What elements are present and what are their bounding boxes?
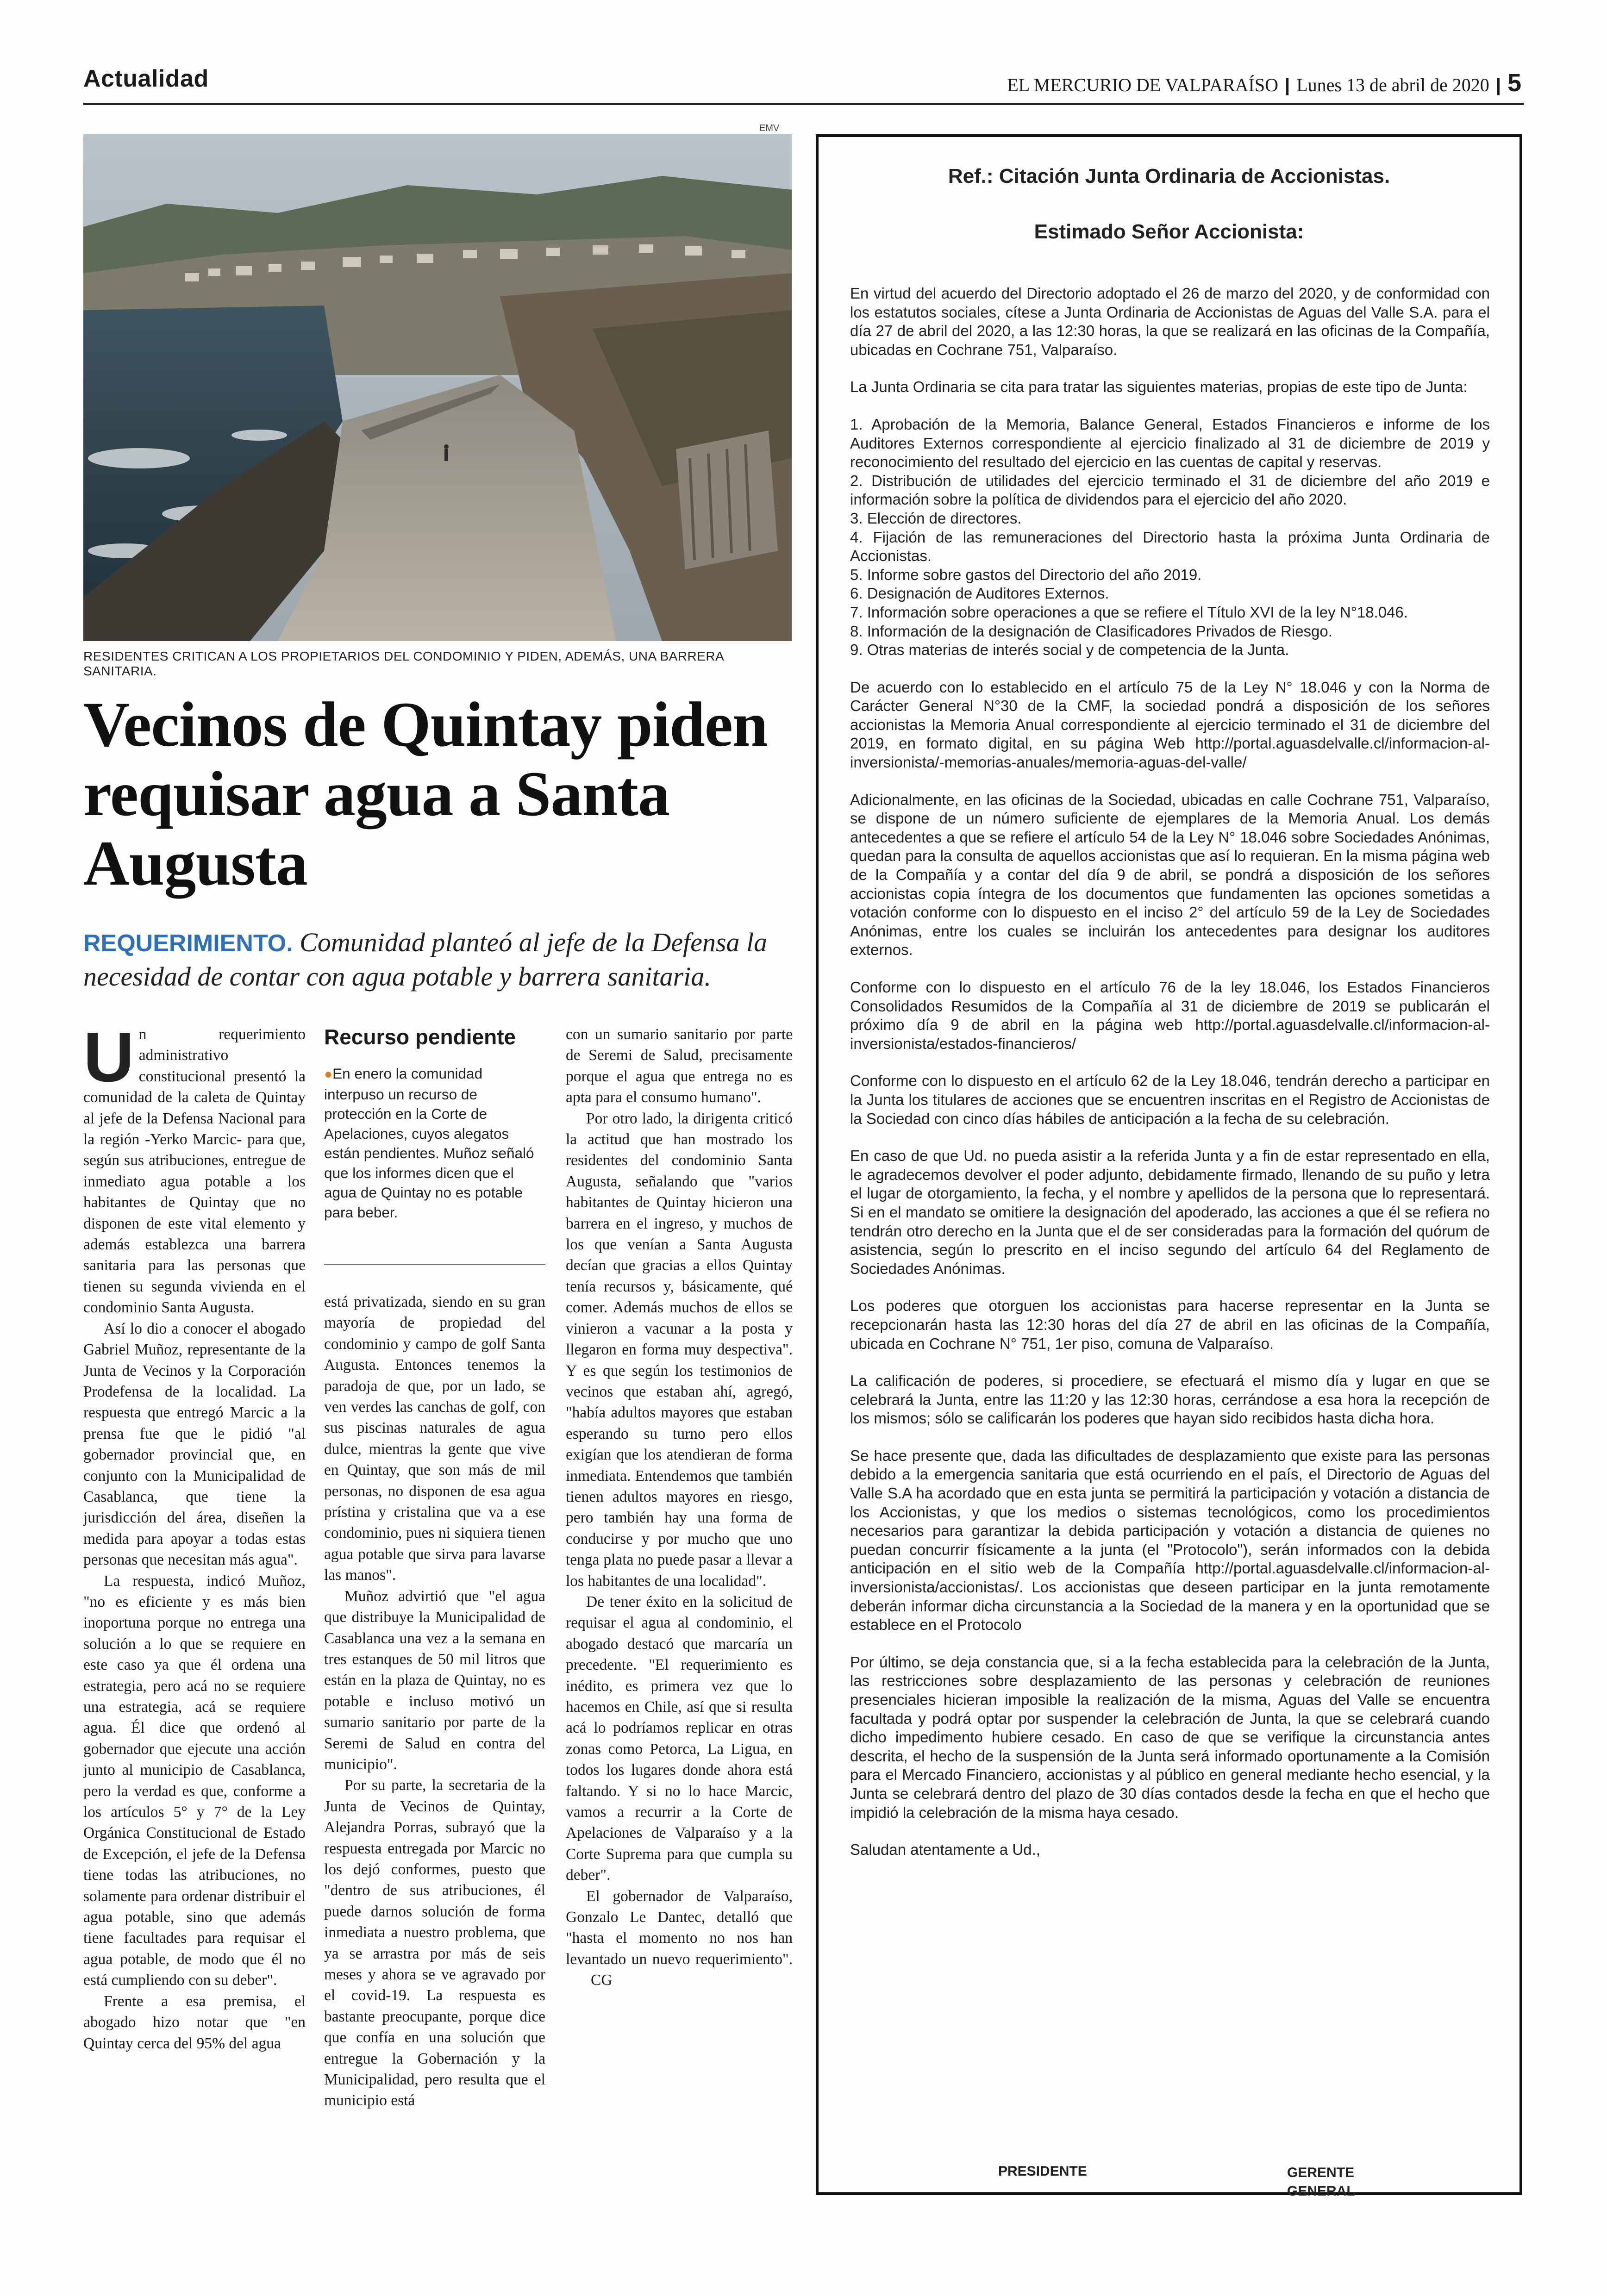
newspaper-name: EL MERCURIO DE VALPARAÍSO	[1007, 75, 1278, 95]
article-paragraph: Frente a esa premisa, el abogado hizo notar que "en Quintay cerca del 95% del agua	[83, 1992, 306, 2052]
sidebar-box	[324, 1024, 545, 1222]
agenda-item: 2. Distribución de utilidades del ejercicio terminado el 31 de diciembre del año 2019 e información sobre la política de dividendos para el ejercicio del año 2020.	[850, 472, 1490, 508]
page-number: 5	[1507, 69, 1521, 97]
agenda-list	[850, 415, 1490, 660]
notice-paragraph: En caso de que Ud. no pueda asistir a la referida Junta y a fin de estar representado en ella, le agradecemos devolver el poder adjunto, debidamente firmado, llenando de su puño y letra el lugar de otorgamiento, la fecha, y el nombre y apellidos de la persona que lo representará. Si en el mandato se omitiere la designación del apoderado, las acciones a que él se refiera no tendrán otro derecho en la Junta que el de ser consideradas para la formación del quórum de asistencia, según lo prescrito en el inciso segundo del artículo 64 del Reglamento de Sociedades Anónimas.	[850, 1147, 1490, 1277]
agenda-item: 3. Elección de directores.	[850, 509, 1022, 527]
article-paragraph: Por su parte, la secretaria de la Junta de Vecinos de Quintay, Alejandra Porras, subrayó que la respuesta entregada por Marcic no los dejó conformes, puesto que "dentro de sus atribuciones, él puede darnos solución de forma inmediata a nuestro problema, que ya se arrastra por más de seis meses y ahora se ve agravado por el covid-19. La respuesta es bastante preocupante, porque dice que confía en una solución que entregue la Gobernación y la Municipalidad, pero resulta que el municipio está	[324, 1777, 545, 2109]
header-separator: |	[1284, 75, 1290, 95]
notice-paragraph: Los poderes que otorguen los accionistas para hacerse representar en la Junta se recepcionarán hasta las 12:30 horas del día 27 de abril en las oficinas de la Compañía, ubicada en Cochrane N° 751, 1er piso, comuna de Valparaíso.	[850, 1297, 1490, 1352]
article-paragraph: con un sumario sanitario por parte de Seremi de Salud, precisamente porque el agua que entrega no es apta para el consumo humano".	[566, 1026, 793, 1106]
notice-paragraph: Por último, se deja constancia que, si a la fecha establecida para la celebración de la Junta, las restricciones sobre desplazamiento de las personas y celebración de reuniones presenciales hicieran imposible la realización de la misma, Aguas del Valle se encuentra facultada y podrá optar por suspender la celebración de Junta, la que se celebrará cuando dicho impedimento hubiere cesado. En caso de que se verifique la circunstancia antes descrita, el hecho de la suspensión de la Junta será informado oportunamente a la Comisión para el Mercado Financiero, accionistas y al público en general mediante hecho esencial, y la Junta se celebrará dentro del plazo de 30 días contados desde la fecha en que el hecho que impidió la celebración de la misma haya cesado.	[850, 1653, 1490, 1821]
notice-paragraph: Adicionalmente, en las oficinas de la Sociedad, ubicadas en calle Cochrane 751, Valparaíso, se dispone de un número suficiente de ejemplares de la Memoria Anual. Los demás antecedentes a que se refiere el artículo 54 de la Ley N° 18.046 sobre Sociedades Anónimas, quedan para la consulta de aquellos accionistas que así lo requieran. En la misma página web de la Compañía y a contar del día 9 de abril, se pondrá a disposición de los señores accionistas copia íntegra de los documentos que fundamenten las opciones sometidas a votación conforme con lo dispuesto en el inciso 2° del artículo 59 de la Ley de Sociedades Anónimas, entre los cuales se incluirán los antecedentes para designar los auditores externos.	[850, 791, 1490, 959]
end-mark: CG	[591, 1972, 613, 1989]
notice-paragraph: Se hace presente que, dada las dificultades de desplazamiento que existe para las personas debido a la emergencia sanitaria que está ocurriendo en el país, el Directorio de Aguas del Valle S.A ha acordado que en esta junta se permitirá la participación y votación a distancia de los Accionistas, y que los medios o sistemas tecnológicos, como los procedimientos necesarios para garantizar la debida participación y votación a distancia de quienes no puedan concurrir físicamente a la junta (el "Protocolo"), serán informados con la debida anticipación en el sitio web de la Compañía http://portal.aguasdelvalle.cl/informacion-al-inversionista/accionistas/. Los accionistas que deseen participar en la junta remotamente deberán informar dicha circunstancia a la Sociedad de la manera y en la oportunidad que se establece en el Protocolo	[850, 1447, 1490, 1634]
drop-cap: U	[83, 1018, 134, 1097]
shareholder-notice	[816, 134, 1522, 2199]
agenda-item: 6. Designación de Auditores Externos.	[850, 585, 1109, 602]
notice-greeting: Estimado Señor Accionista:	[1034, 220, 1304, 243]
notice-reference: Ref.: Citación Junta Ordinaria de Accionistas.	[948, 165, 1390, 187]
notice-paragraph: La calificación de poderes, si procediere, se efectuará el mismo día y lugar en que se celebrará la Junta, entre las 11:20 y las 12:30 horas, cerrándose a esa hora la recepción de los mismos; sólo se calificarán los poderes que hayan sido recibidos hasta dicha hora.	[850, 1372, 1490, 1427]
issue-date: Lunes 13 de abril de 2020	[1296, 75, 1489, 95]
agenda-item: 9. Otras materias de interés social y de competencia de la Junta.	[850, 641, 1289, 659]
notice-body	[850, 284, 1490, 1878]
notice-paragraph: De acuerdo con lo establecido en el artículo 75 de la Ley N° 18.046 y con la Norma de Carácter General N°30 de la CMF, la sociedad pondrá a disposición de los señores accionistas la Memoria Anual correspondiente al ejercicio terminado el 31 de diciembre del 2019, en formato digital, en su página Web http://portal.aguasdelvalle.cl/informacion-al-inversionista/-memorias-anuales/memoria-aguas-del-valle/	[850, 678, 1490, 771]
agenda-item: 4. Fijación de las remuneraciones del Directorio hasta la próxima Junta Ordinaria de Accionistas.	[850, 528, 1490, 565]
sidebar-title: Recurso pendiente	[324, 1025, 516, 1049]
notice-paragraph: En virtud del acuerdo del Directorio adoptado el 26 de marzo del 2020, y de conformidad con los estatutos sociales, cítese a Junta Ordinaria de Accionistas de Aguas del Valle S.A. para el día 27 de abril del 2020, a las 12:30 horas, la que se realizará en las oficinas de la Compañía, ubicadas en Cochrane 751, Valparaíso.	[850, 285, 1490, 358]
article-paragraph: Por otro lado, la dirigenta criticó la actitud que han mostrado los residentes del condominio Santa Augusta, señalando que "varios habitantes de Quintay hicieron una barrera en el ingreso, y muchos de los que venían a Santa Augusta decían que gracias a ellos Quintay tenía recursos y, básicamente, qué comer. Además muchos de ellos se vinieron a vacunar a la posta y llegaron en forma muy despectiva". Y es que según los testimonios de vecinos que estaban ahí, agregó, "había adultos mayores que estaban esperando su turno pero ellos exigían que los atendieran de forma inmediata. Entendemos que también tienen adultos mayores en riesgo, pero también hay una forma de conducirse y por mucho que uno tenga plata no puede pasar a llevar a los habitantes de una localidad".	[566, 1110, 793, 1590]
agenda-item: 1. Aprobación de la Memoria, Balance General, Estados Financieros e informe de los Auditores Externos correspondiente al ejercicio finalizado al 31 de diciembre de 2019 y reconocimiento del resultado del ejercicio en las cuentas de capital y reservas.	[850, 415, 1490, 471]
notice-paragraph: Conforme con lo dispuesto en el artículo 62 de la Ley 18.046, tendrán derecho a participar en la Junta los titulares de acciones que se encuentren inscritas en el Registro de Accionistas de la Sociedad con cinco días hábiles de anticipación a la fecha de su celebración.	[850, 1072, 1490, 1127]
header-info	[1007, 69, 1521, 97]
signature-general-manager: GERENTE GENERAL	[1287, 2165, 1355, 2199]
article-paragraph: La respuesta, indicó Muñoz, "no es eficiente y es más bien inoportuna porque no entrega una solución a lo que se requiere en este caso ya que él ordena una estrategia, pero acá no se requiere una estrategia, acá se requiere agua. Él dice que ordenó al gobernador que ejecute una acción junto al municipio de Casablanca, pero la verdad es que, conforme a los artículos 5° y 7° de la Ley Orgánica Constitucional de Estado de Excepción, el jefe de la Defensa tiene todas las atribuciones, no solamente para ordenar distribuir el agua potable, sino que además tiene facultades para requisar el agua potable, de modo que él no está cumpliendo con su deber".	[83, 1572, 306, 1989]
photo-caption: RESIDENTES CRITICAN A LOS PROPIETARIOS DEL CONDOMINIO Y PIDEN, ADEMÁS, UNA BARRERA SANITARIA.	[83, 649, 724, 678]
agenda-item: 5. Informe sobre gastos del Directorio del año 2019.	[850, 566, 1202, 583]
article-paragraph: El gobernador de Valparaíso, Gonzalo Le Dantec, detalló que "hasta el momento no nos han levantado un nuevo requerimiento". CG	[566, 1886, 793, 1991]
article-deck	[83, 926, 806, 993]
notice-paragraph: La Junta Ordinaria se cita para tratar las siguientes materias, propias de este tipo de Junta:	[850, 378, 1468, 396]
section-name: Actualidad	[83, 65, 209, 92]
deck-text: Comunidad planteó al jefe de la Defensa la necesidad de contar con agua potable y barrera sanitaria.	[83, 927, 768, 992]
header-separator: |	[1495, 75, 1501, 95]
deck-label: REQUERIMIENTO.	[83, 930, 293, 957]
sidebar-rule	[324, 1264, 545, 1265]
article-paragraph: Así lo dio a conocer el abogado Gabriel Muñoz, representante de la Junta de Vecinos y la Corporación Prodefensa de la localidad. La respuesta que entregó Marcic a la prensa fue que le pidió "al gobernador provincial que, en conjunto con la Municipalidad de Casablanca, que tiene la jurisdicción del área, diseñen la medida para apoyar a todas estas personas que necesitan más agua".	[83, 1320, 306, 1569]
photo-credit: EMV	[759, 123, 780, 133]
bullet-icon: ●	[324, 1067, 333, 1082]
article-column-3	[566, 1024, 793, 1991]
agenda-item: 8. Información de la designación de Clasificadores Privados de Riesgo.	[850, 622, 1332, 640]
article-paragraph: está privatizada, siendo en su gran mayoría de propiedad del condominio y campo de golf Santa Augusta. Entonces tenemos la paradoja de que, por un lado, se ven verdes las canchas de golf, con sus piscinas naturales de agua dulce, mientras la gente que vive en Quintay, que son más de mil personas, no disponen de esa agua prístina y cristalina que va a ese condominio, pues ni siquiera tienen agua potable que sirva para lavarse las manos".	[324, 1293, 545, 1584]
article-column-1	[83, 1018, 306, 2054]
signature-president: PRESIDENTE	[998, 2164, 1087, 2179]
article-paragraph: Un requerimiento administrativo constitucional presentó la comunidad de la caleta de Quintay al jefe de la Defensa Nacional para la región -Yerko Marcic- para que, según sus atribuciones, entregue de inmediato agua potable a los habitantes de Quintay que no disponen de este vital elemento y además establezca una barrera sanitaria para las personas que tienen su segunda vivienda en el condominio Santa Augusta.	[83, 1018, 306, 1316]
agenda-item: 7. Información sobre operaciones a que se refiere el Título XVI de la ley N°18.046.	[850, 603, 1408, 621]
article-headline: Vecinos de Quintay piden requisar agua a Santa Augusta	[83, 689, 768, 898]
notice-paragraph: Conforme con lo dispuesto en el artículo 76 de la ley 18.046, los Estados Financieros Consolidados Resumidos de la Compañía al 31 de diciembre de 2019 se publicarán el próximo día 9 de abril en la página web http://portal.aguasdelvalle.cl/informacion-al-inversionista/estados-financieros/	[850, 979, 1490, 1052]
sidebar-text: ●En enero la comunidad interpuso un recurso de protección en la Corte de Apelaciones, cuyos alegatos están pendientes. Muñoz señaló que los informes dicen que el agua de Quintay no es potable para beber.	[324, 1065, 534, 1221]
notice-closing: Saludan atentamente a Ud.,	[850, 1841, 1040, 1859]
article-column-2	[324, 1292, 545, 2111]
article-paragraph: De tener éxito en la solicitud de requisar el agua al condominio, el abogado destacó que marcaría un precedente. "El requerimiento es inédito, es primera vez que lo hacemos en Chile, así que si resulta acá lo podríamos replicar en otras zonas como Petorca, La Ligua, en todos los lugares donde ahora está faltando. Y si no lo hace Marcic, vamos a recurrir a la Corte de Apelaciones de Valparaíso y a la Corte Suprema para que cumpla su deber".	[566, 1593, 793, 1884]
article-photo	[83, 134, 792, 641]
header-rule	[83, 103, 1524, 105]
article-paragraph: Muñoz advirtió que "el agua que distribuye la Municipalidad de Casablanca una vez a la semana en tres estanques de 50 mil litros que están en la plaza de Quintay, no es potable e incluso motivó un sumario sanitario por parte de la Seremi de Salud en contra del municipio".	[324, 1587, 545, 1773]
